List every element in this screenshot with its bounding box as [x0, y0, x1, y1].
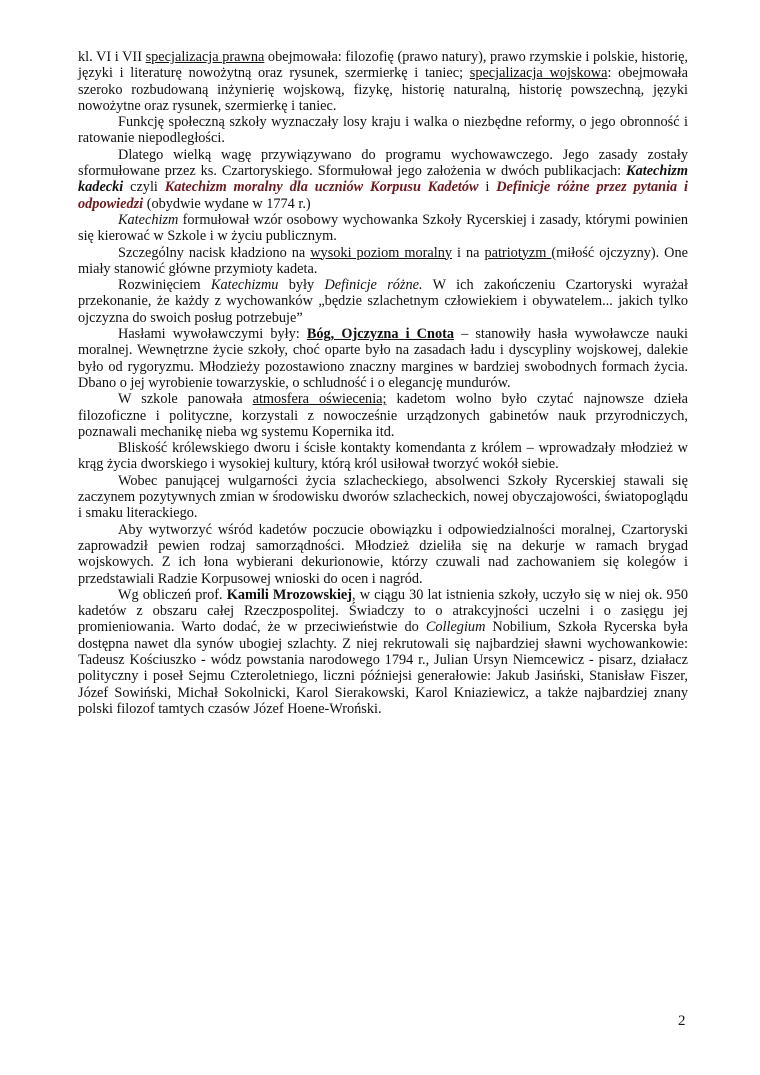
text-run: Rozwinięciem [118, 277, 211, 294]
text-run: Wg obliczeń prof. [118, 586, 227, 603]
text-run: kl. VI i VII [78, 49, 146, 65]
paragraph [78, 473, 688, 522]
text-run: formułował wzór osobowy wychowanka Szkoły Rycerskiej i zasady, którymi powinien się kierować w Szkole i w życiu publicznym. [78, 211, 688, 245]
text-run: W ich zakończeniu Czartoryski wyrażał przekonanie, że każdy z wychowanków „będzie szlachetnym człowiekiem i obywatelem... jakich tylko ojczyzna do swoich posług potrzebuje” [78, 277, 688, 326]
paragraph [78, 147, 688, 212]
paragraph [78, 245, 688, 278]
text-run: – stanowiły hasła wywoławcze nauki moralnej. Wewnętrzne życie szkoły, choć oparte było na zasadach ładu i dyscypliny wojskowej, dalekie było od rygoryzmu. Młodzieży pozostawiono znaczny margines w bardziej swobodnych formach życia. Dbano o jej wyrobienie towarzyskie, o schludność i o elegancję mundurów. [78, 326, 688, 391]
text-run: Szczególny nacisk kładziono na [118, 244, 311, 261]
text-run: Bliskość królewskiego dworu i ścisłe kontakty komendanta z królem – wprowadzały młodzież w krąg życia dworskiego i wysokiej kultury, którą król usiłował tworzyć wokół siebie. [78, 440, 688, 473]
text-run: wysoki poziom moralny [310, 244, 453, 261]
text-run: Wobec panującej wulgarności życia szlacheckiego, absolwenci Szkoły Rycerskiej stawali się zaczynem pozytywnych zmian w środowisku dworów szlacheckich, nowej obyczajowości, światopoglądu i smaku literackiego. [78, 472, 688, 522]
body-text [78, 49, 688, 717]
paragraph [78, 440, 688, 473]
text-run: atmosfera oświecenia; [252, 391, 387, 408]
paragraph [78, 391, 688, 440]
text-run: Katechizm kadecki [78, 163, 688, 196]
paragraph [78, 114, 688, 147]
paragraph [78, 277, 688, 326]
document-page [78, 49, 688, 717]
text-run: Dlatego wielką wagę przywiązywano do programu wychowawczego. Jego zasady zostały sformułowane przez ks. Czartoryskiego. Sformułował jego założenia w dwóch publikacjach: [78, 146, 688, 180]
text-run: W szkole panowała [118, 391, 253, 408]
text-run: Katechizmu [210, 277, 279, 294]
text-run: Funkcję społeczną szkoły wyznaczały losy kraju i walka o niezbędne reformy, o jego obronność i ratowanie niepodległości. [78, 114, 688, 147]
text-run: Definicje różne. [324, 277, 423, 294]
paragraph [78, 522, 688, 587]
text-run: Katechizm moralny dla uczniów Korpusu Kadetów [164, 179, 479, 196]
text-run: Bóg, Ojczyzna i Cnota [306, 326, 455, 343]
text-run: : obejmowała szeroko rozbudowaną inżynierię wojskową, fizykę, historię naturalną, historię powszechną, języki nowożytne oraz rysunek, szermierkę i taniec. [78, 65, 688, 114]
text-run: Aby wytworzyć wśród kadetów poczucie obowiązku i odpowiedzialności moralnej, Czartoryski zaprowadził pewien rodzaj samorządności. Młodzież dzieliła się na dekurje w ramach brygad wojskowych. Z ich łona wybierani dekurionowie, którzy czuwali nad zachowaniem się kolegów i przedstawiali Radzie Korpusowej wnioski do ocen i nagród. [78, 521, 688, 587]
paragraph [78, 49, 688, 114]
paragraph [78, 587, 688, 717]
text-run: (obydwie wydane w 1774 r.) [143, 195, 311, 212]
paragraph [78, 212, 688, 245]
paragraph [78, 326, 688, 391]
page-number: 2 [678, 1013, 686, 1029]
text-run: obejmowała: filozofię (prawo natury), prawo rzymskie i polskie, historię, języki i literaturę nowożytną oraz rysunek, szermierkę i taniec; [78, 49, 688, 82]
text-run: specjalizacja wojskowa [469, 65, 608, 82]
text-run: (miłość ojczyzny). One miały stanowić główne przymioty kadeta. [78, 244, 688, 277]
text-run: Katechizm [118, 211, 179, 228]
text-run: patriotyzm [484, 244, 552, 261]
text-run: Nobilium, Szkoła Rycerska była dostępna nawet dla synów ubogiej szlachty. Z niej rekrutowali się najbardziej sławni wychowankowie: Tadeusz Kościuszko - wódz powstania narodowego 1794 r., Julian Ursyn Niemcewicz - pisarz, działacz polityczny i poseł Sejmu Czteroletniego, liczni późniejsi generałowie: Jakub Jasiński, Stanisław Fiszer, Józef Sowiński, Michał Sokolnicki, Karol Sierakowski, Karol Kniaziewicz, a także najbardziej znany polski filozof tamtych czasów Józef Hoene-Wroński. [78, 619, 688, 717]
text-run: czyli [123, 179, 165, 196]
text-run: i [478, 179, 497, 196]
text-run: , w ciągu 30 lat istnienia szkoły, uczyło się w niej ok. 950 kadetów z obszaru całej Rzeczpospolitej. Świadczy to o atrakcyjności uczelni i o zasięgu jej promieniowania. Warto dodać, że w przeciwieństwie do [78, 586, 688, 636]
text-run: Kamili Mrozowskiej [226, 586, 353, 603]
text-run: Definicje różne przez pytania i odpowiedzi [78, 179, 688, 212]
text-run: były [278, 277, 325, 294]
text-run: Hasłami wywoławczymi były: [118, 326, 307, 343]
text-run: kadetom wolno było czytać najnowsze dzieła filozoficzne i polityczne, korzystali z nowocześnie urządzonych gabinetów nauk przyrodniczych, poznawali mechanikę nieba wg systemu Kopernika itd. [78, 391, 688, 440]
text-run: i na [452, 244, 485, 261]
text-run: specjalizacja prawna [145, 49, 265, 65]
text-run: Collegium [425, 619, 486, 636]
